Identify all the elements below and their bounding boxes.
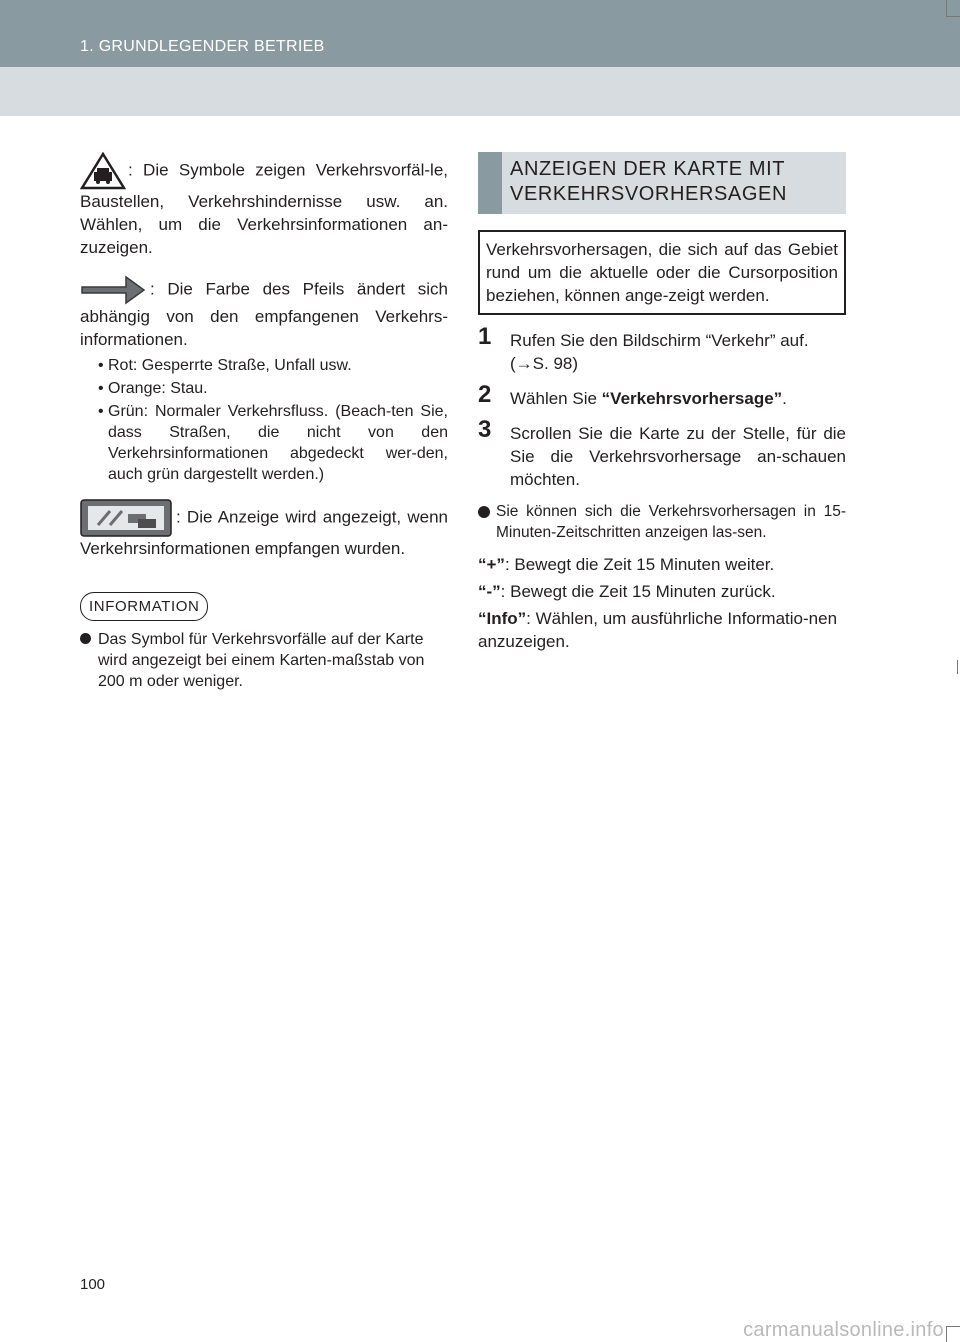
definition-minus: “-”: Bewegt die Zeit 15 Minuten zurück.: [478, 582, 776, 601]
intro-box: Verkehrsvorhersagen, die sich auf das Gebiet rund um die aktuelle oder die Cursorposition beziehen, können ange-zeigt werden.: [478, 230, 846, 315]
step-1: 1 Rufen Sie den Bildschirm “Verkehr” auf. (→S. 98): [478, 323, 809, 373]
step-2: 2 Wählen Sie “Verkehrsvorhersage”.: [478, 381, 787, 408]
information-label: INFORMATION: [80, 592, 208, 621]
crop-mark: [946, 1326, 960, 1327]
right-column: [478, 152, 846, 653]
bullet-item: • Orange: Stau.: [98, 380, 208, 397]
section-title-block: [478, 152, 846, 214]
bullet-item: • Rot: Gesperrte Straße, Unfall usw.: [98, 357, 352, 374]
section-title-bar: [478, 152, 502, 214]
traffic-warning-icon: [80, 152, 126, 190]
definition-info: “Info”: Wählen, um ausführliche Informatio-nen anzuzeigen.: [478, 609, 838, 651]
traffic-info-icon: [80, 499, 172, 537]
traffic-display-text: : Die Anzeige wird angezeigt, wenn Verkehrsinformationen empfangen wurden.: [80, 499, 448, 560]
crop-mark: [946, 0, 947, 16]
header-band: [0, 0, 960, 67]
note-bullet: Sie können sich die Verkehrsvorhersagen in 15-Minuten-Zeitschritten anzeigen las-sen.: [478, 501, 846, 543]
page-number: 100: [80, 1276, 106, 1293]
arrow-color-text: : Die Farbe des Pfeils ändert sich abhängig von den empfangenen Verkehrs-informationen.: [80, 275, 448, 351]
crop-mark: [946, 16, 960, 17]
incident-symbol-text: : Die Symbole zeigen Verkehrsvorfäl-le, Baustellen, Verkehrshindernisse usw. an. Wählen, um die Verkehrsinformationen an-zuzeigen.: [80, 152, 448, 259]
menu-item-name: “Verkehrsvorhersage”: [601, 389, 783, 408]
crop-mark: [957, 660, 958, 674]
section-title: ANZEIGEN DER KARTE MIT VERKEHRSVORHERSAGEN: [510, 158, 788, 205]
crop-mark: [946, 1326, 947, 1342]
information-item: Das Symbol für Verkehrsvorfälle auf der Karte wird angezeigt bei einem Karten-maßstab von 200 m oder weniger.: [80, 629, 448, 692]
header-subband: [0, 67, 960, 116]
watermark: carmanualsonline.info: [743, 1319, 944, 1341]
bullet-item: • Grün: Normaler Verkehrsfluss. (Beach-ten Sie, dass Straßen, die nicht von den Verkehrsinformationen abgedeckt wer-den, auch grün dargestellt werden.): [98, 403, 448, 483]
definition-plus: “+”: Bewegt die Zeit 15 Minuten weiter.: [478, 555, 775, 574]
left-column: [80, 152, 448, 692]
bullet-icon: [80, 633, 91, 644]
step-3: 3 Scrollen Sie die Karte zu der Stelle, für die Sie die Verkehrsvorhersage an-schauen möchten.: [478, 416, 846, 489]
bullet-icon: [478, 506, 490, 518]
traffic-arrow-icon: [80, 275, 146, 305]
section-header: 1. GRUNDLEGENDER BETRIEB: [80, 38, 325, 55]
